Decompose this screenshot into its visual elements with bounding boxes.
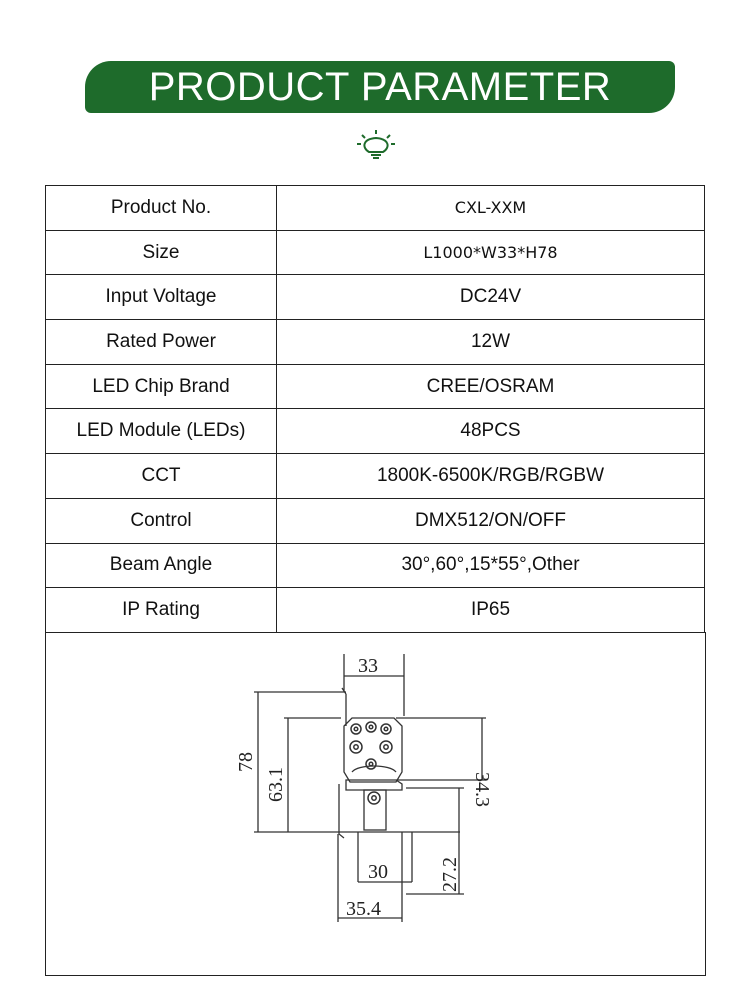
param-value: L1000*W33*H78	[277, 230, 705, 275]
title-banner	[85, 61, 675, 113]
table-row	[46, 588, 705, 633]
table-row	[46, 186, 705, 231]
param-value: 12W	[277, 320, 705, 365]
dim-height-total: 78	[235, 752, 257, 772]
param-label: Control	[46, 498, 277, 543]
dim-bracket-width: 30	[368, 861, 388, 883]
dimension-drawing-panel	[45, 632, 706, 976]
param-label: Beam Angle	[46, 543, 277, 588]
dim-height-inner: 63.1	[265, 767, 287, 802]
param-label: Product No.	[46, 186, 277, 231]
param-value: CXL-XXM	[277, 186, 705, 231]
param-label: Size	[46, 230, 277, 275]
param-value: DMX512/ON/OFF	[277, 498, 705, 543]
page-title: PRODUCT PARAMETER	[148, 65, 612, 109]
param-label: CCT	[46, 454, 277, 499]
dimension-drawing	[46, 632, 705, 975]
dim-bracket-height: 27.2	[439, 857, 461, 892]
param-label: LED Chip Brand	[46, 364, 277, 409]
table-row	[46, 320, 705, 365]
param-value: 1800K-6500K/RGB/RGBW	[277, 454, 705, 499]
title-divider	[190, 130, 560, 160]
table-row	[46, 454, 705, 499]
param-label: IP Rating	[46, 588, 277, 633]
param-value: 30°,60°,15*55°,Other	[277, 543, 705, 588]
dim-top-width: 33	[358, 655, 378, 677]
table-row	[46, 364, 705, 409]
table-row	[46, 230, 705, 275]
param-value: IP65	[277, 588, 705, 633]
lightbulb-icon	[357, 130, 395, 158]
param-label: LED Module (LEDs)	[46, 409, 277, 454]
param-value: CREE/OSRAM	[277, 364, 705, 409]
param-label: Rated Power	[46, 320, 277, 365]
dim-height-upper: 34.3	[471, 772, 493, 807]
param-value: DC24V	[277, 275, 705, 320]
table-row	[46, 498, 705, 543]
parameter-table	[45, 185, 705, 633]
param-value: 48PCS	[277, 409, 705, 454]
table-row	[46, 409, 705, 454]
param-label: Input Voltage	[46, 275, 277, 320]
table-row	[46, 543, 705, 588]
dim-base-width: 35.4	[346, 898, 381, 920]
table-row	[46, 275, 705, 320]
